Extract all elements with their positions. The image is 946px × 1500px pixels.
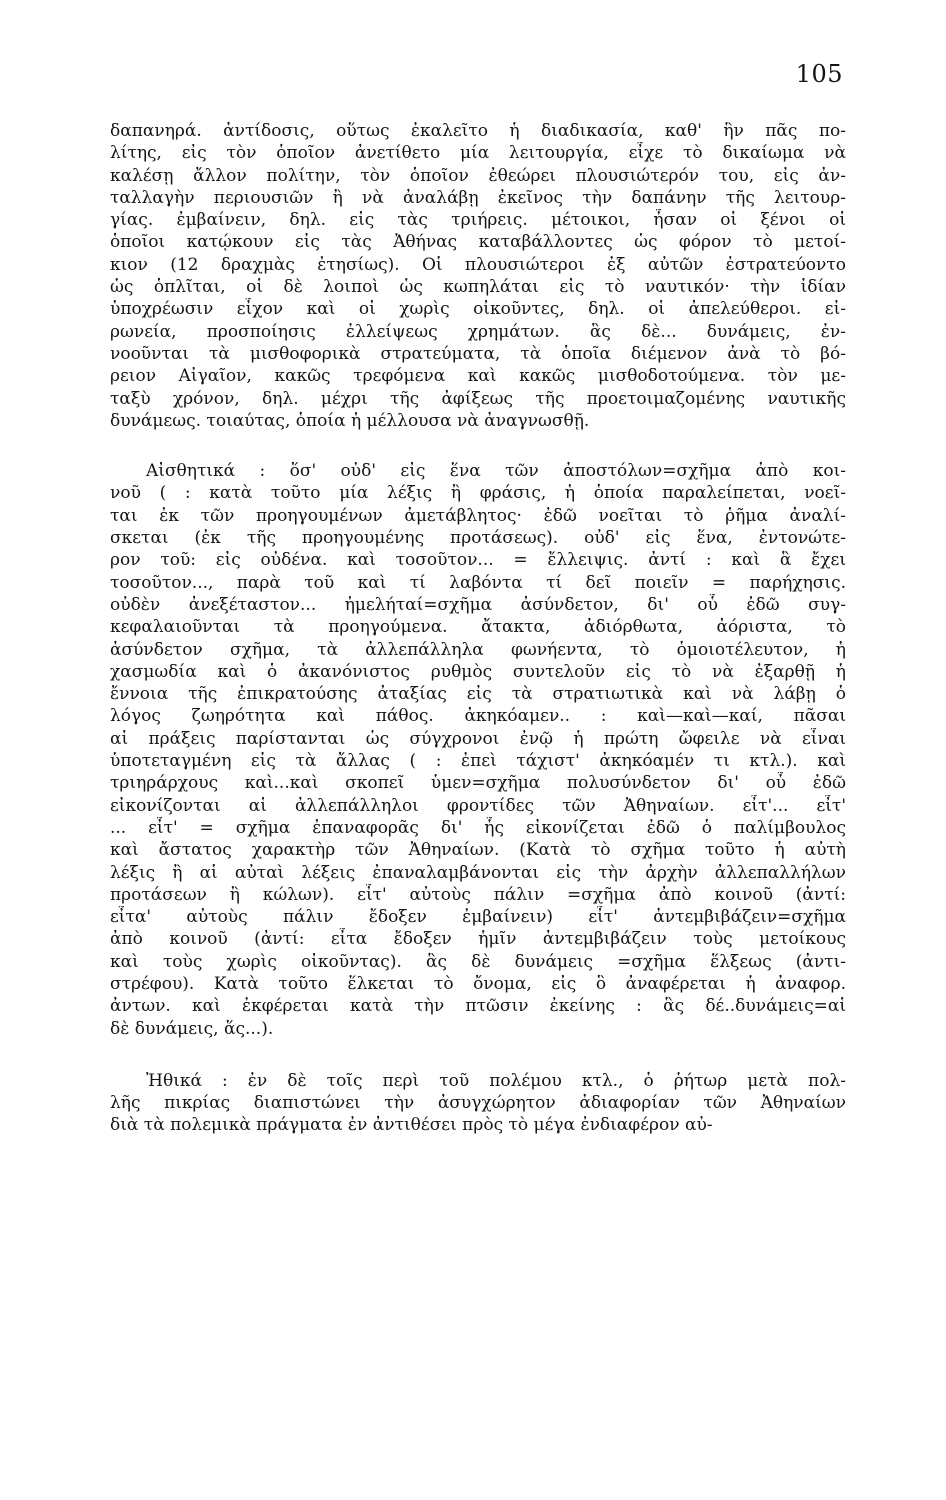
text-line: ἀπὸ κοινοῦ (ἀντί: εἶτα ἔδοξεν ἡμῖν ἀντεμβιβάζειν τοὺς μετοίκους <box>110 929 846 950</box>
text-line: Ἠθικά : ἐν δὲ τοῖς περὶ τοῦ πολέμου κτλ., ὁ ῥήτωρ μετὰ πολ- <box>146 1070 846 1091</box>
text-line: κιον (12 δραχμὰς ἐτησίως). Οἱ πλουσιώτεροι ἐξ αὐτῶν ἐστρατεύοντο <box>110 254 846 275</box>
paragraph-3 <box>110 1070 846 1137</box>
text-line: ται ἐκ τῶν προηγουμένων ἀμετάβλητος· ἐδῶ νοεῖται τὸ ῥῆμα ἀναλί- <box>110 505 846 526</box>
text-line: ὑποτεταγμένη εἰς τὰ ἄλλας ( : ἐπεὶ τάχιστ' ἀκηκόαμέν τι κτλ.). καὶ <box>110 751 846 772</box>
text-line: δὲ δυνάμεις, ἅς...). <box>110 1018 274 1039</box>
paragraph-1 <box>110 120 846 432</box>
text-line: διὰ τὰ πολεμικὰ πράγματα ἐν ἀντιθέσει πρὸς τὸ μέγα ἐνδιαφέρον αὐ- <box>110 1115 713 1136</box>
text-line: ἔννοια τῆς ἐπικρατούσης ἀταξίας εἰς τὰ στρατιωτικὰ καὶ νὰ λάβῃ ὁ <box>110 684 846 705</box>
text-line: τριηράρχους καὶ...καὶ σκοπεῖ ὑμεν=σχῆμα πολυσύνδετον δι' οὗ ἐδῶ <box>110 773 846 794</box>
text-line: καλέσῃ ἄλλον πολίτην, τὸν ὁποῖον ἐθεώρει πλουσιώτερόν του, εἰς ἀν- <box>110 165 846 186</box>
text-line: προτάσεων ἢ κώλων). εἶτ' αὐτοὺς πάλιν =σχῆμα ἀπὸ κοινοῦ (ἀντί: <box>110 884 846 905</box>
page-number: 105 <box>795 60 843 88</box>
text-line: Αἰσθητικά : ὅσ' οὐδ' εἰς ἕνα τῶν ἀποστόλων=σχῆμα ἀπὸ κοι- <box>146 461 846 482</box>
text-line: εἰκονίζονται αἱ ἀλλεπάλληλοι φροντίδες τῶν Ἀθηναίων. εἶτ'... εἶτ' <box>110 795 846 816</box>
text-line: καὶ τοὺς χωρὶς οἰκοῦντας). ἃς δὲ δυνάμεις =σχῆμα ἕλξεως (ἀντι- <box>110 951 846 972</box>
text-line: λόγος ζωηρότητα καὶ πάθος. ἀκηκόαμεν.. : καὶ—καὶ—καί, πᾶσαι <box>110 706 846 727</box>
text-line: γίας. ἐμβαίνειν, δηλ. εἰς τὰς τριήρεις. μέτοικοι, ἦσαν οἱ ξένοι οἱ <box>110 210 846 231</box>
text-line: νοοῦνται τὰ μισθοφορικὰ στρατεύματα, τὰ ὁποῖα διέμενον ἀνὰ τὸ βό- <box>110 343 846 364</box>
text-line: στρέφου). Κατὰ τοῦτο ἕλκεται τὸ ὄνομα, εἰς ὃ ἀναφέρεται ἡ ἀναφορ. <box>110 973 846 994</box>
text-line: ρωνεία, προσποίησις ἐλλείψεως χρημάτων. ἃς δὲ... δυνάμεις, ἐν- <box>110 321 846 342</box>
text-line: ταλλαγὴν περιουσιῶν ἢ νὰ ἀναλάβῃ ἐκεῖνος τὴν δαπάνην τῆς λειτουρ- <box>110 187 846 208</box>
text-line: ρον τοῦ: εἰς οὐδένα. καὶ τοσοῦτον... = ἔλλειψις. ἀντί : καὶ ἃ ἔχει <box>110 550 846 571</box>
text-line: αἱ πράξεις παρίστανται ὡς σύγχρονοι ἐνῷ ἡ πρώτη ὤφειλε νὰ εἶναι <box>110 728 846 749</box>
text-line: οὐδὲν ἀνεξέταστον... ἠμελήταί=σχῆμα ἀσύνδετον, δι' οὗ ἐδῶ συγ- <box>110 594 846 615</box>
text-line: ἀντων. καὶ ἐκφέρεται κατὰ τὴν πτῶσιν ἐκείνης : ἃς δέ..δυνάμεις=αἱ <box>110 996 846 1017</box>
text-line: λῆς πικρίας διαπιστώνει τὴν ἀσυγχώρητον ἀδιαφορίαν τῶν Ἀθηναίων <box>110 1093 846 1114</box>
text-line: κεφαλαιοῦνται τὰ προηγούμενα. ἄτακτα, ἀδιόρθωτα, ἀόριστα, τὸ <box>110 617 846 638</box>
text-line: δαπανηρά. ἀντίδοσις, οὕτως ἐκαλεῖτο ἡ διαδικασία, καθ' ἣν πᾶς πο- <box>110 121 846 141</box>
text-line: σκεται (ἐκ τῆς προηγουμένης προτάσεως). οὐδ' εἰς ἕνα, ἐντονώτε- <box>110 528 846 549</box>
text-line: τοσοῦτον..., παρὰ τοῦ καὶ τί λαβόντα τί δεῖ ποιεῖν = παρήχησις. <box>110 572 846 593</box>
page-body <box>110 120 846 1137</box>
text-line: λέξις ἢ αἱ αὐταὶ λέξεις ἐπαναλαμβάνονται εἰς τὴν ἀρχὴν ἀλλεπαλλήλων <box>110 862 846 883</box>
text-line: νοῦ ( : κατὰ τοῦτο μία λέξις ἢ φράσις, ἡ ὁποία παραλείπεται, νοεῖ- <box>110 483 846 504</box>
text-line: λίτης, εἰς τὸν ὁποῖον ἀνετίθετο μία λειτουργία, εἶχε τὸ δικαίωμα νὰ <box>110 143 846 164</box>
text-line: ... εἶτ' = σχῆμα ἐπαναφορᾶς δι' ἧς εἰκονίζεται ἐδῶ ὁ παλίμβουλος <box>110 817 846 838</box>
text-line: ὁποῖοι κατῴκουν εἰς τὰς Ἀθήνας καταβάλλοντες ὡς φόρον τὸ μετοί- <box>110 232 846 253</box>
text-line: ρειον Αἰγαῖον, κακῶς τρεφόμενα καὶ κακῶς μισθοδοτούμενα. τὸν με- <box>110 366 846 387</box>
text-line: χασμωδία καὶ ὁ ἀκανόνιστος ρυθμὸς συντελοῦν εἰς τὸ νὰ ἐξαρθῇ ἡ <box>110 661 846 682</box>
text-line: δυνάμεως. τοιαύτας, ὁποία ἡ μέλλουσα νὰ ἀναγνωσθῇ. <box>110 410 590 431</box>
text-line: καὶ ἄστατος χαρακτὴρ τῶν Ἀθηναίων. (Κατὰ τὸ σχῆμα τοῦτο ἡ αὐτὴ <box>110 840 846 861</box>
text-line: ταξὺ χρόνον, δηλ. μέχρι τῆς ἀφίξεως τῆς προετοιμαζομένης ναυτικῆς <box>110 388 846 409</box>
paragraph-2 <box>110 460 846 1040</box>
text-line: ἀσύνδετον σχῆμα, τὰ ἀλλεπάλληλα φωνήεντα, τὸ ὁμοιοτέλευτον, ἡ <box>110 639 846 660</box>
text-line: εἶτα' αὐτοὺς πάλιν ἔδοξεν ἐμβαίνειν) εἶτ' ἀντεμβιβάζειν=σχῆμα <box>110 907 846 928</box>
text-line: ὡς ὁπλῖται, οἱ δὲ λοιποὶ ὡς κωπηλάται εἰς τὸ ναυτικόν· τὴν ἰδίαν <box>110 277 846 298</box>
text-line: ὑποχρέωσιν εἶχον καὶ οἱ χωρὶς οἰκοῦντες, δηλ. οἱ ἀπελεύθεροι. εἰ- <box>110 299 846 320</box>
